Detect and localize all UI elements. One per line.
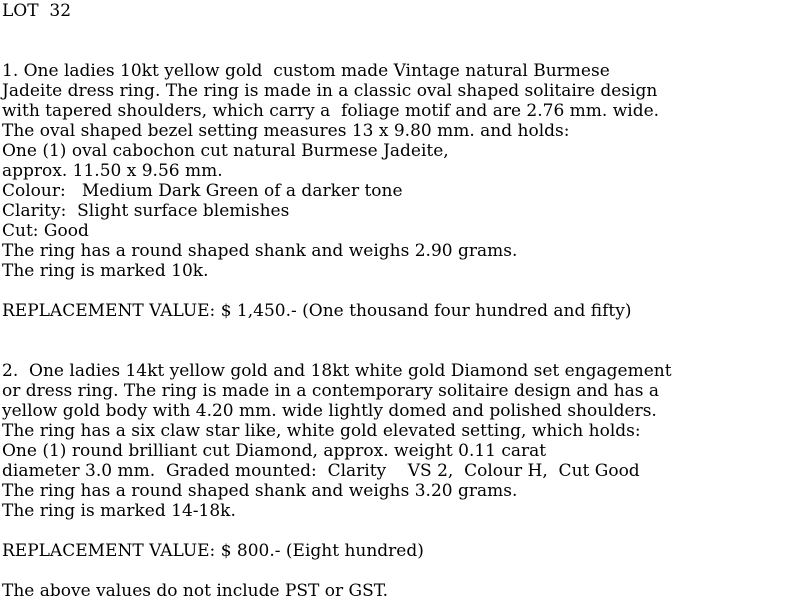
item-1-line-1: 1. One ladies 10kt yellow gold custom made Vintage natural Burmese [2, 61, 610, 81]
item-1-clarity: Clarity: Slight surface blemishes [2, 201, 290, 221]
item-1-cut: Cut: Good [2, 221, 89, 241]
item-2-line-5: One (1) round brilliant cut Diamond, approx. weight 0.11 carat [2, 441, 547, 461]
lot-heading: LOT 32 [2, 1, 72, 21]
item-1-line-6: approx. 11.50 x 9.56 mm. [2, 161, 223, 181]
item-1-line-3: with tapered shoulders, which carry a foliage motif and are 2.76 mm. wide. [2, 101, 660, 121]
item-1-marking: The ring is marked 10k. [2, 261, 209, 281]
item-2-line-3: yellow gold body with 4.20 mm. wide lightly domed and polished shoulders. [2, 401, 657, 421]
item-1-line-5: One (1) oval cabochon cut natural Burmese Jadeite, [2, 141, 449, 161]
item-1-line-2: Jadeite dress ring. The ring is made in a classic oval shaped solitaire design [2, 81, 658, 101]
item-2-grading: diameter 3.0 mm. Graded mounted: Clarity VS 2, Colour H, Cut Good [2, 461, 640, 481]
item-2-line-1: 2. One ladies 14kt yellow gold and 18kt white gold Diamond set engagement [2, 361, 672, 381]
footer-note: The above values do not include PST or GST. [2, 581, 389, 601]
item-2-shank: The ring has a round shaped shank and weighs 3.20 grams. [2, 481, 518, 501]
item-2-marking: The ring is marked 14-18k. [2, 501, 236, 521]
item-2-line-4: The ring has a six claw star like, white gold elevated setting, which holds: [2, 421, 641, 441]
item-1-replacement-value: REPLACEMENT VALUE: $ 1,450.- (One thousand four hundred and fifty) [2, 301, 632, 321]
item-2-replacement-value: REPLACEMENT VALUE: $ 800.- (Eight hundred) [2, 541, 424, 561]
item-1-line-4: The oval shaped bezel setting measures 13 x 9.80 mm. and holds: [2, 121, 570, 141]
item-1-shank: The ring has a round shaped shank and weighs 2.90 grams. [2, 241, 518, 261]
item-1-colour: Colour: Medium Dark Green of a darker tone [2, 181, 403, 201]
item-2-line-2: or dress ring. The ring is made in a contemporary solitaire design and has a [2, 381, 660, 401]
